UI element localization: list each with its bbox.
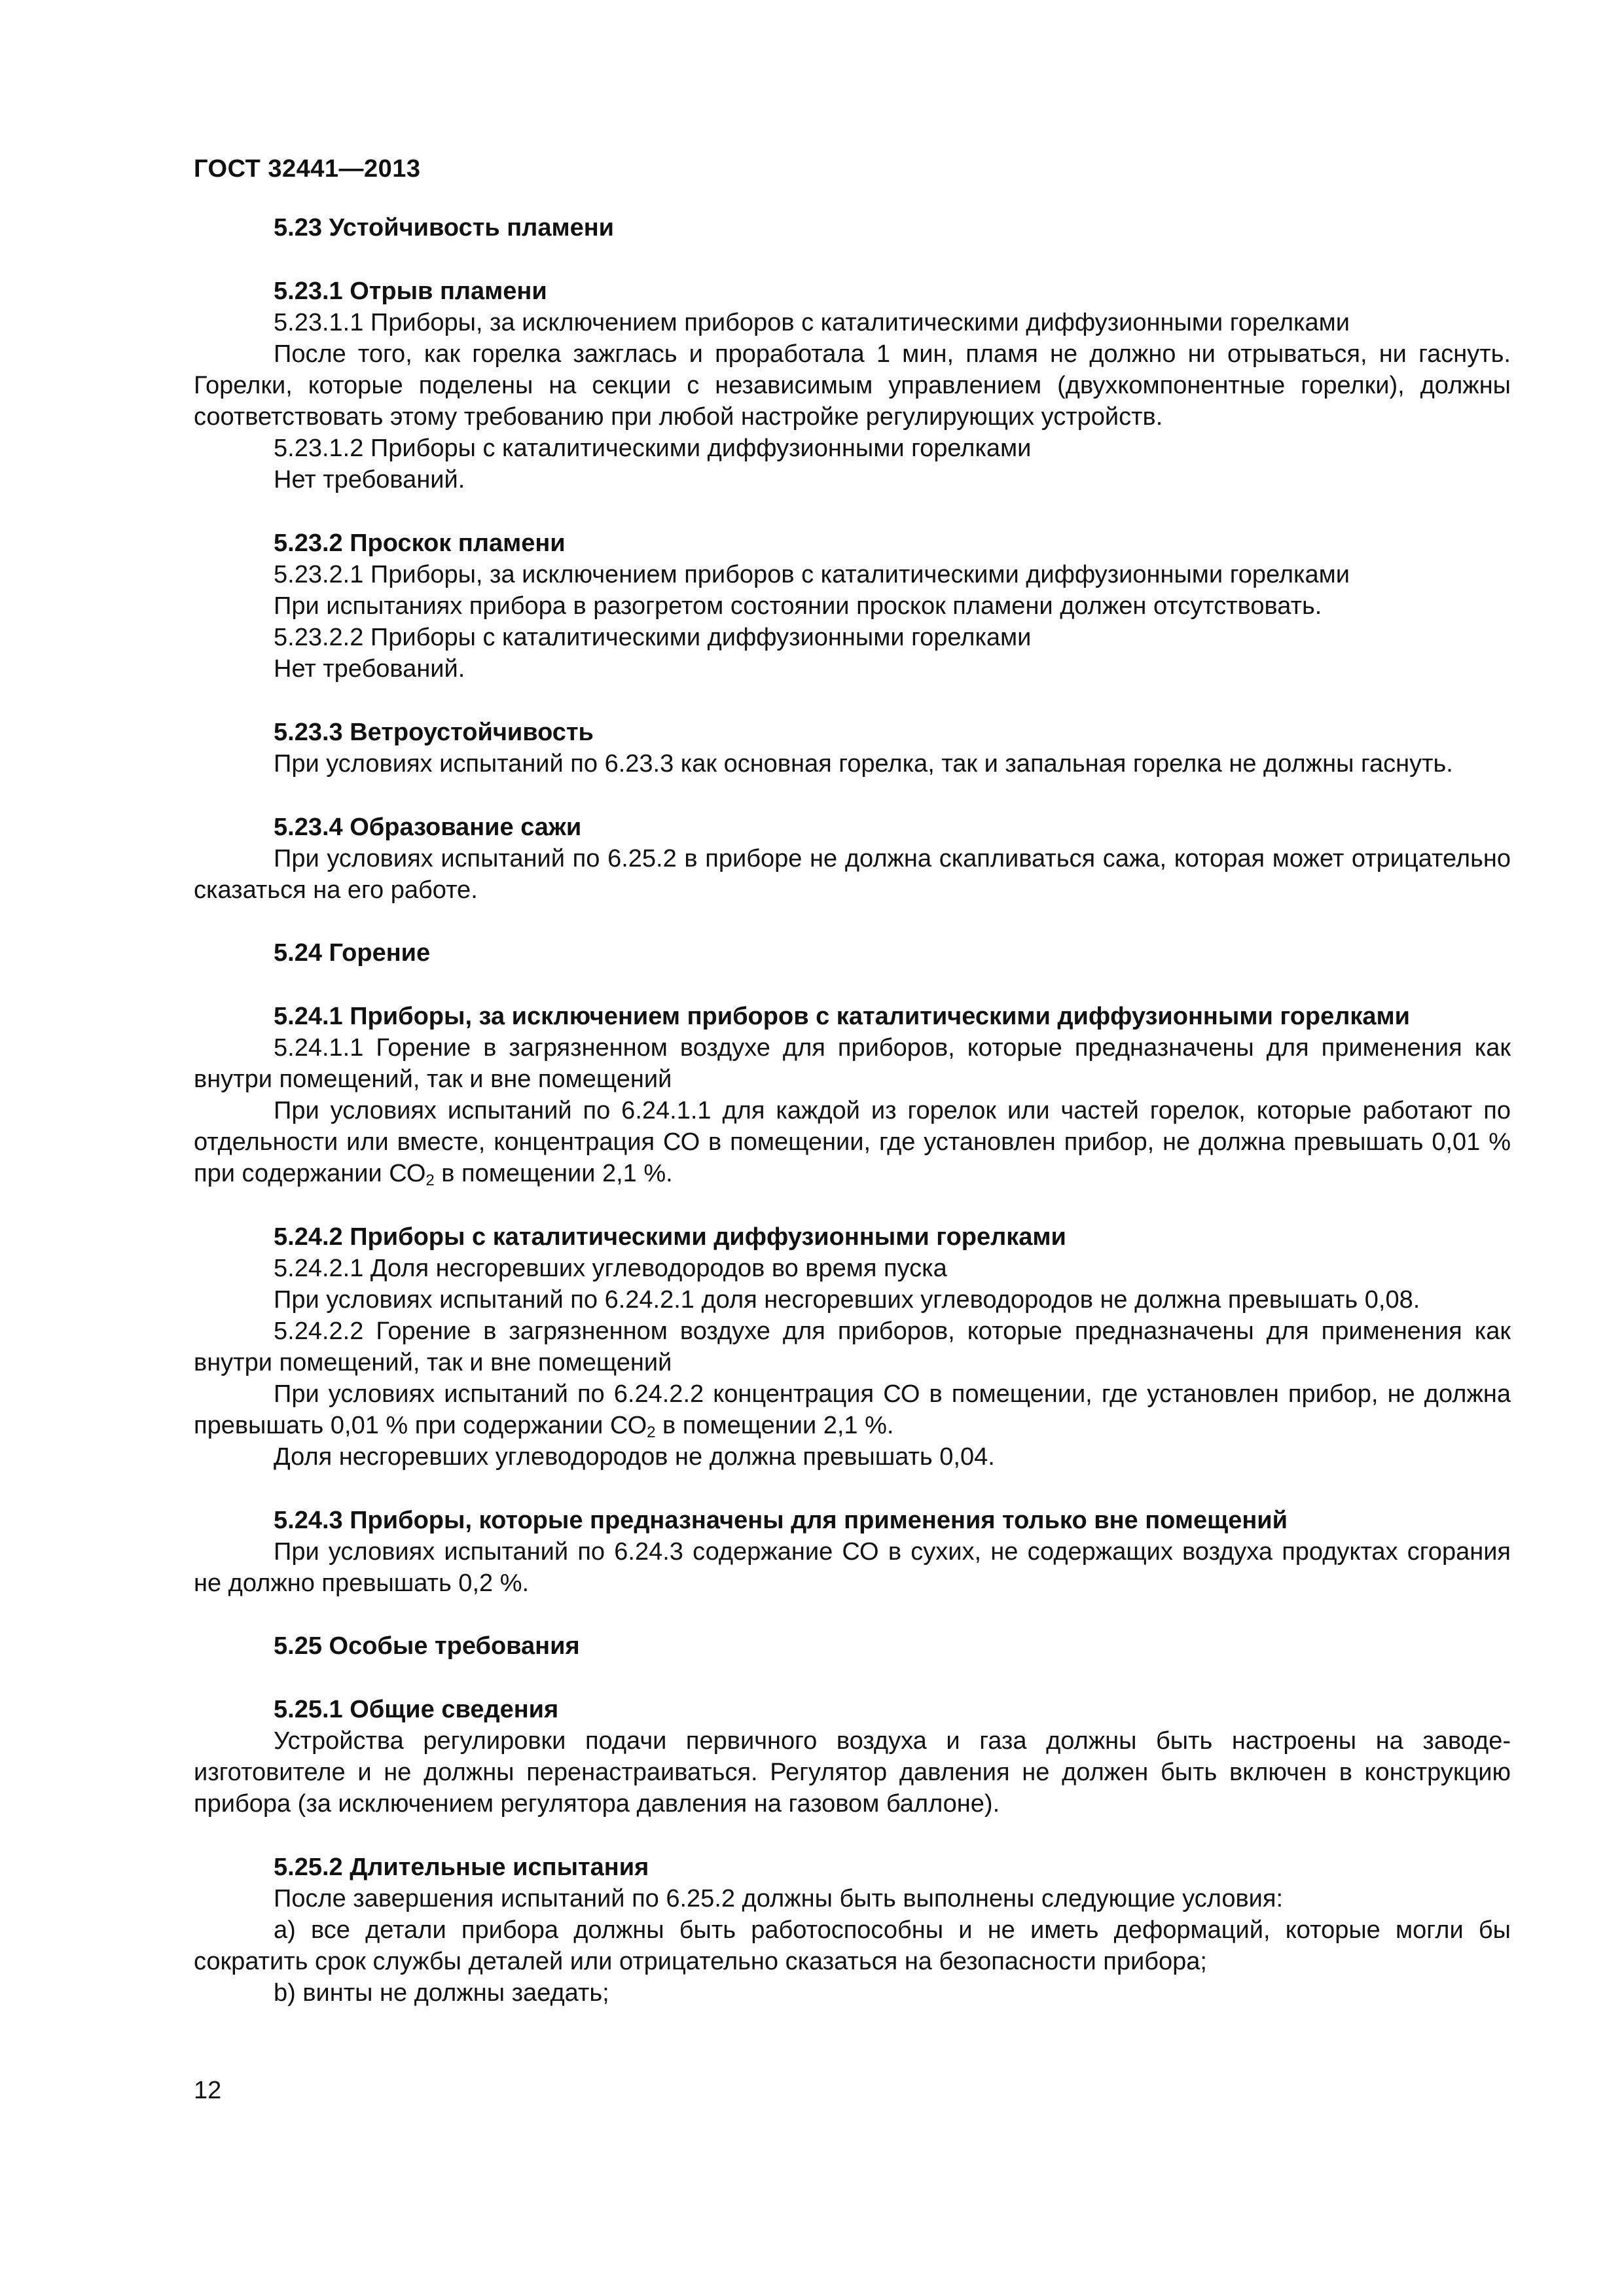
clause-title: 5.23.2.1 Приборы, за исключением приборов с каталитическими диффузионными горелками (274, 561, 1350, 588)
paragraph-text: При условиях испытаний по 6.24.1.1 для каждой из горелок или частей горелок, которые работают по отдельности или вместе, концентрация СО в помещении, где установлен прибор, не должна превышать 0,01 % при содержании СО (194, 1097, 1511, 1187)
subsection-title: 5.23.1 Отрыв пламени (274, 278, 547, 305)
paragraph: После завершения испытаний по 6.25.2 должны быть выполнены следующие условия: (274, 1885, 1284, 1912)
paragraph: При условиях испытаний по 6.23.3 как основная горелка, так и запальная горелка не должны гаснуть. (274, 750, 1453, 778)
clause-title: 5.24.2.2 Горение в загрязненном воздухе для приборов, которые предназначены для применения как внутри помещений, так и вне помещений (194, 1318, 1511, 1376)
subsection-title: 5.24.3 Приборы, которые предназначены для применения только вне помещений (274, 1507, 1288, 1534)
document-body (194, 212, 1511, 2009)
paragraph: При условиях испытаний по 6.25.2 в приборе не должна скапливаться сажа, которая может отрицательно сказаться на его работе. (194, 845, 1511, 904)
paragraph: При условиях испытаний по 6.24.3 содержание СО в сухих, не содержащих воздуха продуктах сгорания не должно превышать 0,2 %. (194, 1538, 1511, 1597)
paragraph (194, 1095, 1511, 1189)
paragraph: Нет требований. (274, 655, 465, 683)
subsection-title: 5.23.3 Ветроустойчивость (274, 719, 594, 746)
paragraph: При испытаниях прибора в разогретом состоянии проскок пламени должен отсутствовать. (274, 592, 1322, 620)
paragraph-text: в помещении 2,1 %. (434, 1160, 673, 1187)
paragraph (194, 1378, 1511, 1441)
subscript: 2 (425, 1172, 435, 1189)
clause-title: 5.23.1.2 Приборы с каталитическими диффузионными горелками (274, 435, 1032, 462)
subsection-title: 5.23.4 Образование сажи (274, 814, 582, 841)
subsection-title: 5.25.2 Длительные испытания (274, 1854, 649, 1881)
paragraph: Нет требований. (274, 466, 465, 493)
paragraph-text: в помещении 2,1 %. (655, 1412, 894, 1439)
section-title: 5.24 Горение (274, 939, 431, 967)
section-title: 5.25 Особые требования (274, 1632, 580, 1660)
page-number: 12 (194, 2077, 222, 2104)
section-title: 5.23 Устойчивость пламени (274, 214, 615, 242)
document-header: ГОСТ 32441—2013 (194, 155, 421, 183)
clause-title: 5.23.2.2 Приборы с каталитическими диффузионными горелками (274, 624, 1032, 651)
paragraph: После того, как горелка зажглась и проработала 1 мин, пламя не должно ни отрываться, ни гаснуть. Горелки, которые поделены на секции с независимым управлением (двухкомпонентные горелки), должны соответствовать этому требованию при любой настройке регулирующих устройств. (194, 340, 1511, 431)
clause-title: 5.24.2.1 Доля несгоревших углеводородов во время пуска (274, 1255, 947, 1282)
clause-title: 5.23.1.1 Приборы, за исключением приборов с каталитическими диффузионными горелками (274, 309, 1350, 336)
list-item: b) винты не должны заедать; (274, 1979, 609, 2007)
paragraph: Устройства регулировки подачи первичного воздуха и газа должны быть настроены на заводе-изготовителе и не должны перенастраиваться. Регулятор давления не должен быть включен в конструкцию прибора (за исключением регулятора давления на газовом баллоне). (194, 1727, 1511, 1818)
subscript: 2 (647, 1424, 656, 1441)
subsection-title: 5.25.1 Общие сведения (274, 1696, 559, 1723)
paragraph-text: При условиях испытаний по 6.24.2.2 концентрация СО в помещении, где установлен прибор, не должна превышать 0,01 % при содержании СО (194, 1380, 1511, 1439)
clause-title: 5.24.1.1 Горение в загрязненном воздухе для приборов, которые предназначены для применения как внутри помещений, так и вне помещений (194, 1034, 1511, 1093)
subsection-title: 5.24.1 Приборы, за исключением приборов с каталитическими диффузионными горелками (274, 1003, 1411, 1030)
subsection-title: 5.23.2 Проскок пламени (274, 529, 566, 557)
paragraph: При условиях испытаний по 6.24.2.1 доля несгоревших углеводородов не должна превышать 0,08. (274, 1286, 1420, 1314)
subsection-title: 5.24.2 Приборы с каталитическими диффузионными горелками (274, 1223, 1066, 1251)
list-item: a) все детали прибора должны быть работоспособны и не иметь деформаций, которые могли бы сократить срок службы деталей или отрицательно сказаться на безопасности прибора; (194, 1916, 1511, 1975)
paragraph: Доля несгоревших углеводородов не должна превышать 0,04. (274, 1443, 995, 1471)
